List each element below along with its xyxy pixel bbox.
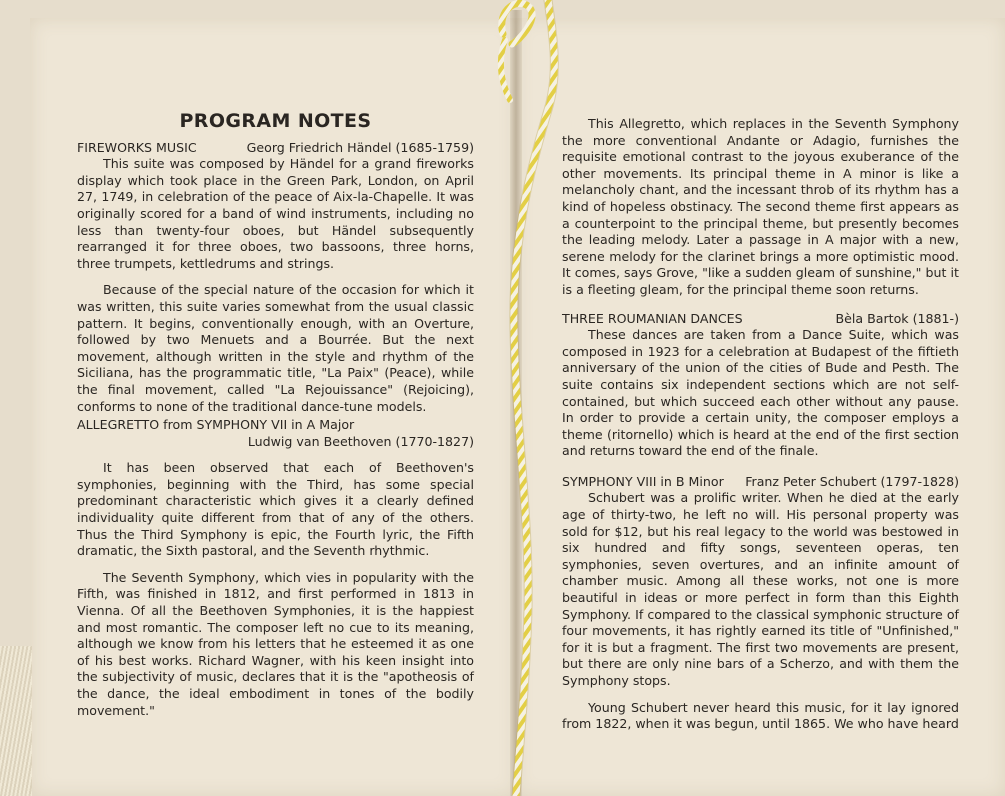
composer-name: Georg Friedrich Händel (1685-1759) [246,139,474,155]
paragraph: Because of the special nature of the occasion for which it was written, this suite varies somewhat from the usual classic pattern. It begins, conventionally enough, with an Overture, followed by two Menuets and a Bourrée. But the next movement, although written in the style and rhythm of the Siciliana, has the programmatic title, "La Paix" (Peace), while the final movement, called "La Rejouissance" (Rejoicing), conforms to none of the traditional dance-tune models. [77,282,474,414]
composer-name: Bèla Bartok (1881-) [835,310,959,326]
composer-name: Ludwig van Beethoven (1770-1827) [247,433,474,449]
paragraph: This Allegretto, which replaces in the Seventh Symphony the more conventional Andante or Adagio, furnishes the requisite emotional contrast to the joyous exuberance of the other movements. Its principal theme in A minor is like a melancholy chant, and the incessant throb of its rhythm has a kind of hopeless obstinacy. The second theme first appears as a counterpoint to the principal theme, but presently becomes the leading melody. Later a passage in A major with a new, serene melody for the clarinet brings a more optimistic mood. It comes, says Grove, "like a sudden gleam of sunshine," but it is a fleeting gleam, for the principal theme soon returns. [562,116,959,297]
paragraph: Schubert was a prolific writer. When he died at the early age of thirty-two, he left no will. His personal property was sold for $12, but his real legacy to the world was bestowed in six hundred and fifty songs, seventeen operas, ten symphonies, seven overtures, and an infinite amount of chamber music. Among all these works, not one is more beautiful in ideas or more perfect in form than this Eighth Symphony. If compared to the classical symphonic structure of four movements, it has rightly earned its title of "Unfinished," for it is but a fragment. The first two movements are present, but there are only nine bars of a Scherzo, and with them the Symphony stops. [562,490,959,688]
paragraph: This suite was composed by Händel for a grand fireworks display which took place in the Green Park, London, on April 27, 1749, in celebration of the peace of Aix-la-Chapelle. It was originally scored for a band of wind instruments, including no less than twenty-four oboes, but Händel subsequently rearranged it for three oboes, two bassoons, three horns, three trumpets, kettledrums and strings. [77,156,474,271]
composer-name: Franz Peter Schubert (1797-1828) [745,473,959,489]
page-title: PROGRAM NOTES [179,110,372,132]
section-title: THREE ROUMANIAN DANCES [562,310,743,326]
paragraph: It has been observed that each of Beethoven's symphonies, beginning with the Third, has some special predominant characteristic which gives it a clearly defined individuality quite different from that of any of the others. Thus the Third Symphony is epic, the Fourth lyric, the Fifth dramatic, the Sixth pastoral, and the Seventh rhythmic. [77,460,474,559]
paragraph: These dances are taken from a Dance Suite, which was composed in 1923 for a celebration at Budapest of the fiftieth anniversary of the union of the cities of Bude and Pesth. The suite contains six independent sections which are not self-contained, but which succeed each other without any pause. In order to provide a certain unity, the composer employs a theme (ritornello) which is heard at the end of the first section and returns toward the end of the finale. [562,327,959,459]
section-title: FIREWORKS MUSIC [77,139,197,155]
paragraph: Young Schubert never heard this music, for it lay ignored from 1822, when it was begun, until 1865. We who have heard [562,699,959,732]
section-title: SYMPHONY VIII in B Minor [562,473,724,489]
paragraph: The Seventh Symphony, which vies in popularity with the Fifth, was finished in 1812, and first performed in 1813 in Vienna. Of all the Beethoven Symphonies, it is the happiest and most romantic. The composer left no cue to its meaning, although we know from his letters that he esteemed it as one of his best works. Richard Wagner, with his keen insight into the subjectivity of music, declares that it is the "apotheosis of the dance, the ideal embodiment in tones of the bodily movement." [77,569,474,718]
section-title: ALLEGRETTO from SYMPHONY VII in A Major [77,417,355,433]
